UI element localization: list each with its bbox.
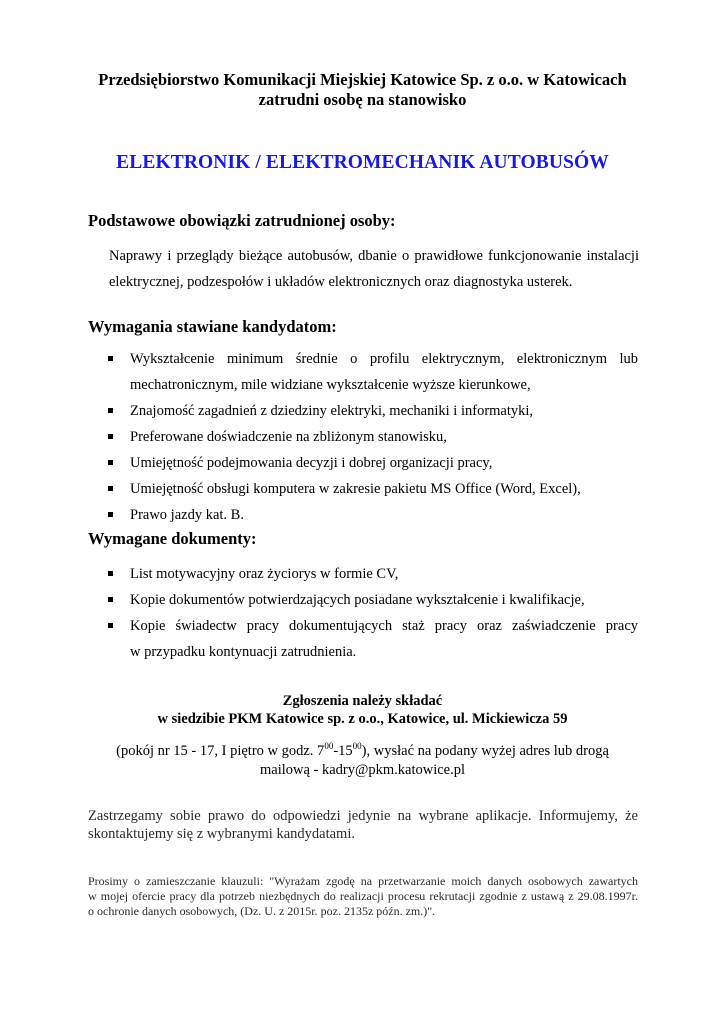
bullet-icon: [108, 512, 113, 517]
clause-line: o ochronie danych osobowych, (Dz. U. z 2015r. poz. 2135z późn. zm.)".: [88, 904, 436, 918]
duties-line: Naprawy i przeglądy bieżące autobusów, dbanie o prawidłowe funkcjonowanie instalacji: [109, 248, 639, 264]
list-item: [108, 398, 638, 424]
hour-dash: -15: [333, 743, 353, 759]
office-hours-suffix: ), wysłać na podany wyżej adres lub drogą: [361, 743, 609, 759]
bullet-icon: [108, 408, 113, 413]
company-header: [0, 70, 725, 110]
requirements-heading: Wymagania stawiane kandydatom:: [88, 317, 337, 336]
list-item-text: mechatronicznym, mile widziane wykształcenie wyższe kierunkowe,: [130, 377, 531, 393]
list-item-text: Znajomość zagadnień z dziedziny elektryki, mechaniki i informatyki,: [130, 403, 534, 419]
office-hours-line: [0, 742, 725, 761]
reservation-line: skontaktujemy się z wybranymi kandydatami.: [88, 826, 355, 842]
clause-line: Prosimy o zamieszczanie klauzuli: "Wyrażam zgodę na przetwarzanie moich danych osobowych zawartych: [88, 874, 638, 888]
list-item-text: Prawo jazdy kat. B.: [130, 507, 244, 523]
bullet-icon: [108, 571, 113, 576]
job-title: ELEKTRONIK / ELEKTROMECHANIK AUTOBUSÓW: [116, 152, 609, 173]
requirements-list: [108, 346, 638, 528]
clause-line: w mojej ofercie pracy dla potrzeb niezbędnych do realizacji procesu rekrutacji zgodnie z ustawą z 29.08.1997r.: [88, 889, 638, 903]
list-item-text: Kopie dokumentów potwierdzających posiadane wykształcenie i kwalifikacje,: [130, 592, 585, 608]
bullet-icon: [108, 356, 113, 361]
bullet-icon: [108, 460, 113, 465]
submission-info: [0, 692, 725, 728]
reservation-note: [88, 807, 638, 843]
bullet-icon: [108, 623, 113, 628]
list-item: [108, 424, 638, 450]
hour-start-minutes: 00: [324, 741, 334, 752]
duties-line: elektrycznej, podzespołów i układów elektronicznych oraz diagnostyka usterek.: [109, 274, 573, 290]
list-item-text: Umiejętność podejmowania decyzji i dobrej organizacji pracy,: [130, 455, 493, 471]
office-hours-prefix: (pokój nr 15 - 17, I piętro w godz. 7: [116, 743, 325, 759]
duties-heading: Podstawowe obowiązki zatrudnionej osoby:: [88, 211, 396, 230]
submission-address: w siedzibie PKM Katowice sp. z o.o., Katowice, ul. Mickiewicza 59: [157, 711, 568, 727]
list-item: [108, 450, 638, 476]
bullet-icon: [108, 434, 113, 439]
reservation-line: Zastrzegamy sobie prawo do odpowiedzi jedynie na wybrane aplikacje. Informujemy, że: [88, 808, 638, 824]
documents-heading: Wymagane dokumenty:: [88, 529, 257, 548]
hiring-line: zatrudni osobę na stanowisko: [258, 90, 467, 109]
list-item: [108, 561, 638, 587]
list-item-text: Preferowane doświadczenie na zbliżonym stanowisku,: [130, 429, 447, 445]
submission-line: Zgłoszenia należy składać: [282, 693, 443, 709]
list-item: [108, 346, 638, 398]
list-item-text: Umiejętność obsługi komputera w zakresie pakietu MS Office (Word, Excel),: [130, 481, 581, 497]
gdpr-clause: [88, 874, 638, 919]
list-item: [108, 502, 638, 528]
list-item-text: Kopie świadectw pracy dokumentujących staż pracy oraz zaświadczenie pracy: [130, 618, 638, 634]
list-item-text: List motywacyjny oraz życiorys w formie CV,: [130, 566, 399, 582]
bullet-icon: [108, 597, 113, 602]
list-item-text: Wykształcenie minimum średnie o profilu elektrycznym, elektronicznym lub: [130, 351, 638, 367]
list-item: [108, 476, 638, 502]
list-item: [108, 613, 638, 665]
bullet-icon: [108, 486, 113, 491]
company-name-line: Przedsiębiorstwo Komunikacji Miejskiej Katowice Sp. z o.o. w Katowicach: [98, 70, 627, 89]
submission-details: [0, 742, 725, 780]
duties-paragraph: [109, 243, 639, 295]
list-item-text: w przypadku kontynuacji zatrudnienia.: [130, 644, 357, 660]
list-item: [108, 587, 638, 613]
documents-list: [108, 561, 638, 665]
hour-end-minutes: 00: [352, 741, 362, 752]
email-line: mailową - kadry@pkm.katowice.pl: [259, 762, 466, 778]
